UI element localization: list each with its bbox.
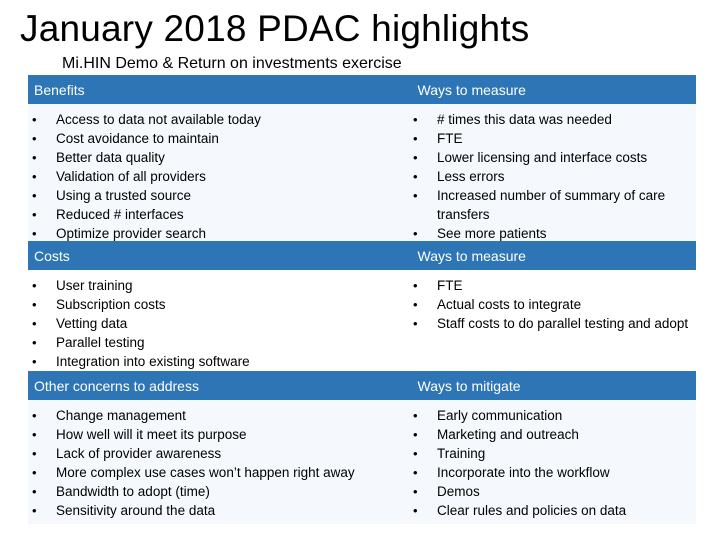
concerns-list [28, 406, 405, 520]
list-item [409, 501, 692, 520]
list-item-text: FTE [437, 278, 463, 293]
list-item [409, 463, 692, 482]
list-item [28, 501, 405, 520]
mitigate-header: Ways to mitigate [417, 377, 521, 394]
bullet-icon: • [413, 131, 418, 146]
costs-header-band [28, 241, 696, 270]
list-item [409, 148, 692, 167]
list-item [409, 406, 692, 425]
list-item [409, 110, 692, 129]
bullet-icon: • [413, 297, 418, 312]
list-item [28, 482, 405, 501]
bullet-icon: • [32, 446, 37, 461]
list-item [28, 186, 405, 205]
benefits-list [28, 110, 405, 243]
bullet-icon: • [32, 169, 37, 184]
costs-row [28, 270, 696, 371]
bullet-icon: • [413, 188, 418, 203]
list-item-text: # times this data was needed [437, 112, 612, 127]
list-item-text: More complex use cases won’t happen right away [56, 465, 355, 480]
list-item-text: Validation of all providers [56, 169, 206, 184]
content-table [28, 75, 696, 524]
bullet-icon: • [32, 354, 37, 369]
list-item [409, 129, 692, 148]
concerns-header-band [28, 371, 696, 400]
list-item-text: Better data quality [56, 150, 165, 165]
concerns-row [28, 400, 696, 524]
bullet-icon: • [413, 503, 418, 518]
list-item-text: Vetting data [56, 316, 128, 331]
costs-measure-header: Ways to measure [417, 247, 526, 264]
list-item-text: Integration into existing software [56, 354, 250, 369]
list-item-text: Demos [437, 484, 480, 499]
list-item [409, 224, 692, 243]
list-item-text: Marketing and outreach [437, 427, 579, 442]
benefits-header-band [28, 75, 696, 104]
list-item-text: Bandwidth to adopt (time) [56, 484, 210, 499]
list-item [28, 352, 405, 371]
bullet-icon: • [32, 408, 37, 423]
list-item [409, 295, 692, 314]
bullet-icon: • [32, 484, 37, 499]
bullet-icon: • [413, 427, 418, 442]
list-item [409, 482, 692, 501]
mitigate-list [409, 406, 692, 520]
list-item-text: Training [437, 446, 486, 461]
benefits-row [28, 104, 696, 241]
bullet-icon: • [413, 169, 418, 184]
list-item-text: Subscription costs [56, 297, 166, 312]
list-item [28, 425, 405, 444]
bullet-icon: • [32, 427, 37, 442]
list-item [28, 129, 405, 148]
bullet-icon: • [32, 316, 37, 331]
list-item-text: User training [56, 278, 133, 293]
costs-list [28, 276, 405, 371]
benefits-header: Benefits [34, 81, 85, 98]
list-item-text: Parallel testing [56, 335, 145, 350]
benefits-measure-header: Ways to measure [417, 81, 526, 98]
bullet-icon: • [32, 503, 37, 518]
list-item [28, 167, 405, 186]
list-item-text: Less errors [437, 169, 505, 184]
list-item [28, 463, 405, 482]
list-item-text: Clear rules and policies on data [437, 503, 627, 518]
bullet-icon: • [32, 226, 37, 241]
list-item-text: Reduced # interfaces [56, 207, 184, 222]
bullet-icon: • [413, 408, 418, 423]
list-item-text: Access to data not available today [56, 112, 261, 127]
slide-title: January 2018 PDAC highlights [20, 8, 530, 49]
list-item-text: Using a trusted source [56, 188, 192, 203]
bullet-icon: • [413, 316, 418, 331]
list-item-text: Increased number of summary of care transfers [437, 188, 666, 222]
bullet-icon: • [413, 112, 418, 127]
list-item [28, 314, 405, 333]
bullet-icon: • [413, 484, 418, 499]
list-item-text: Actual costs to integrate [437, 297, 582, 312]
bullet-icon: • [413, 465, 418, 480]
bullet-icon: • [32, 150, 37, 165]
list-item [409, 444, 692, 463]
list-item-text: See more patients [437, 226, 547, 241]
list-item [28, 333, 405, 352]
list-item [28, 406, 405, 425]
bullet-icon: • [413, 446, 418, 461]
list-item-text: Lower licensing and interface costs [437, 150, 648, 165]
list-item [409, 276, 692, 295]
bullet-icon: • [413, 150, 418, 165]
list-item-text: Cost avoidance to maintain [56, 131, 219, 146]
list-item [28, 205, 405, 224]
list-item-text: How well will it meet its purpose [56, 427, 247, 442]
list-item [409, 167, 692, 186]
list-item [28, 295, 405, 314]
list-item-text: FTE [437, 131, 463, 146]
list-item-text: Change management [56, 408, 186, 423]
bullet-icon: • [32, 207, 37, 222]
bullet-icon: • [32, 112, 37, 127]
bullet-icon: • [32, 188, 37, 203]
list-item [409, 314, 692, 333]
list-item-text: Early communication [437, 408, 563, 423]
list-item-text: Lack of provider awareness [56, 446, 222, 461]
list-item [28, 444, 405, 463]
bullet-icon: • [32, 335, 37, 350]
bullet-icon: • [413, 226, 418, 241]
bullet-icon: • [32, 278, 37, 293]
list-item [28, 148, 405, 167]
list-item [409, 425, 692, 444]
costs-header: Costs [34, 247, 70, 264]
bullet-icon: • [32, 131, 37, 146]
list-item [28, 110, 405, 129]
costs-measure-list [409, 276, 692, 333]
slide-subtitle: Mi.HIN Demo & Return on investments exercise [62, 55, 402, 72]
benefits-measure-list [409, 110, 692, 243]
list-item-text: Staff costs to do parallel testing and adopt [437, 316, 689, 331]
list-item [28, 224, 405, 243]
bullet-icon: • [32, 465, 37, 480]
concerns-header: Other concerns to address [34, 377, 199, 394]
bullet-icon: • [413, 278, 418, 293]
list-item [28, 276, 405, 295]
list-item-text: Sensitivity around the data [56, 503, 216, 518]
list-item-text: Optimize provider search [56, 226, 207, 241]
list-item-text: Incorporate into the workflow [437, 465, 610, 480]
bullet-icon: • [32, 297, 37, 312]
list-item [409, 186, 692, 224]
